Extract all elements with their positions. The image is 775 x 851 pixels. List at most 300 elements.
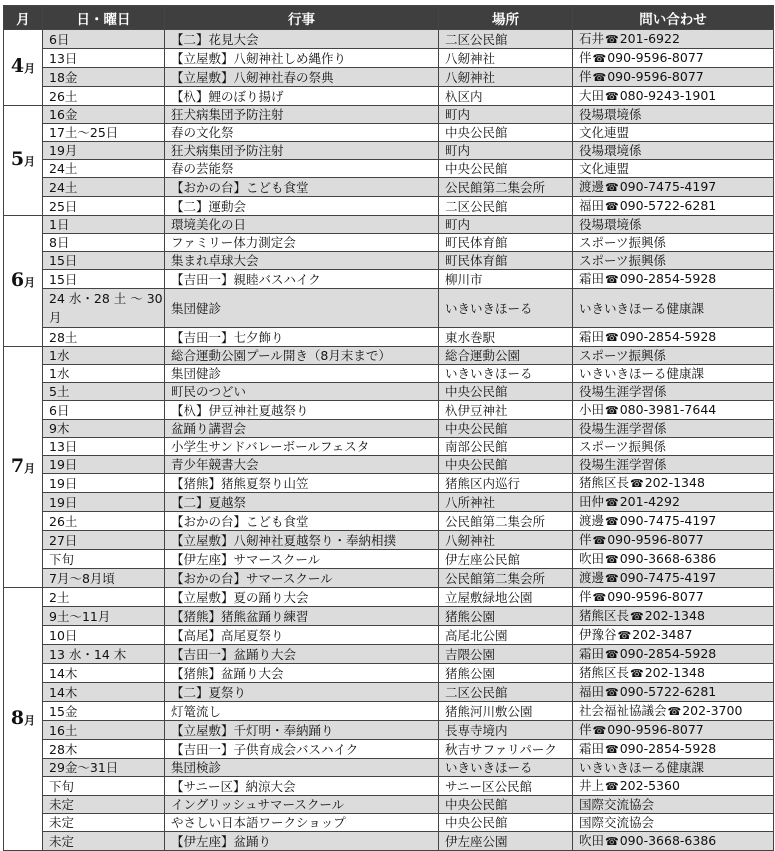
table-row xyxy=(4,106,774,124)
month-cell xyxy=(4,30,43,106)
place-cell: 猪熊公園 xyxy=(439,607,573,626)
contact-cell xyxy=(573,777,774,796)
table-row xyxy=(4,252,774,270)
contact-name: 渡邊 xyxy=(579,513,605,528)
contact-name: いきいきほーる健康課 xyxy=(579,760,705,775)
table-row xyxy=(4,124,774,142)
contact-phone: 090-3668-6386 xyxy=(619,833,717,848)
event-cell: 【高尾】高尾夏祭り xyxy=(165,626,439,645)
contact-name: 猪熊区長 xyxy=(579,608,630,623)
contact-name: 役場環境係 xyxy=(579,217,642,232)
date-cell: 28木 xyxy=(43,740,165,759)
table-row xyxy=(4,49,774,68)
event-cell: 【立屋敷】八剱神社しめ縄作り xyxy=(165,49,439,68)
contact-name: 渡邊 xyxy=(579,179,605,194)
contact-cell xyxy=(573,197,774,216)
month-cell xyxy=(4,588,43,851)
contact-cell xyxy=(573,124,774,142)
contact-name: 井上 xyxy=(579,778,605,793)
contact-phone: 080-3981-7644 xyxy=(619,402,717,417)
place-cell: 二区公民館 xyxy=(439,683,573,702)
contact-name: スポーツ振興係 xyxy=(579,235,667,250)
date-cell: 1水 xyxy=(43,365,165,383)
event-cell: 小学生サンドバレーボールフェスタ xyxy=(165,438,439,456)
month-cell xyxy=(4,216,43,347)
contact-cell xyxy=(573,664,774,683)
table-row xyxy=(4,438,774,456)
contact-name: 霜田 xyxy=(579,741,605,756)
month-number: 4 xyxy=(10,55,25,77)
header-month: 月 xyxy=(4,6,43,30)
event-cell: ファミリー体力測定会 xyxy=(165,234,439,252)
contact-phone: 090-9596-8077 xyxy=(607,722,704,737)
phone-icon: ☎ xyxy=(605,33,619,46)
date-cell: 下旬 xyxy=(43,550,165,569)
phone-icon: ☎ xyxy=(605,331,619,344)
date-cell: 10日 xyxy=(43,626,165,645)
table-row xyxy=(4,474,774,493)
date-cell: 24土 xyxy=(43,178,165,197)
phone-icon: ☎ xyxy=(667,705,682,718)
contact-cell xyxy=(573,683,774,702)
contact-name: 伴 xyxy=(579,50,592,65)
contact-cell xyxy=(573,550,774,569)
table-row xyxy=(4,270,774,289)
contact-cell xyxy=(573,493,774,512)
table-row xyxy=(4,328,774,347)
event-cell: 【二】花見大会 xyxy=(165,30,439,49)
month-unit: 月 xyxy=(24,461,36,475)
event-cell: 春の芸能祭 xyxy=(165,160,439,178)
table-row xyxy=(4,702,774,721)
phone-icon: ☎ xyxy=(605,515,619,528)
table-row xyxy=(4,607,774,626)
contact-phone: 090-2854-5928 xyxy=(619,741,717,756)
table-row xyxy=(4,588,774,607)
contact-name: 伴 xyxy=(579,722,592,737)
phone-icon: ☎ xyxy=(630,667,644,680)
date-cell: 26土 xyxy=(43,87,165,106)
contact-name: 猪熊区長 xyxy=(579,665,630,680)
phone-icon: ☎ xyxy=(592,534,607,547)
table-row xyxy=(4,683,774,702)
table-row xyxy=(4,493,774,512)
place-cell: いきいきほーる xyxy=(439,759,573,777)
date-cell: 15日 xyxy=(43,252,165,270)
table-row xyxy=(4,777,774,796)
contact-name: 田仲 xyxy=(579,494,605,509)
phone-icon: ☎ xyxy=(630,477,644,490)
month-number: 6 xyxy=(10,268,25,291)
event-cell: 【立屋敷】八剱神社夏越祭り・奉納相撲 xyxy=(165,531,439,550)
place-cell: 八剱神社 xyxy=(439,49,573,68)
phone-icon: ☎ xyxy=(605,743,619,756)
month-unit: 月 xyxy=(24,275,36,289)
header-row xyxy=(4,6,774,30)
table-row xyxy=(4,645,774,664)
contact-name: 猪熊区長 xyxy=(579,475,630,490)
place-cell: 八剱神社 xyxy=(439,531,573,550)
event-cell: 総合運動公園プール開き（8月末まで） xyxy=(165,347,439,365)
date-cell: 13日 xyxy=(43,49,165,68)
place-cell: 二区公民館 xyxy=(439,30,573,49)
phone-icon: ☎ xyxy=(592,71,607,84)
date-cell: 24 水・28 土 ～ 30月 xyxy=(43,289,165,328)
place-cell: 中央公民館 xyxy=(439,160,573,178)
date-cell: 27日 xyxy=(43,531,165,550)
place-cell: 猪熊公園 xyxy=(439,664,573,683)
table-row xyxy=(4,160,774,178)
place-cell: 中央公民館 xyxy=(439,796,573,814)
place-cell: 公民館第二集会所 xyxy=(439,512,573,531)
contact-name: 福田 xyxy=(579,198,605,213)
contact-phone: 090-2854-5928 xyxy=(619,646,717,661)
contact-cell xyxy=(573,474,774,493)
event-cell: 【吉田一】七夕飾り xyxy=(165,328,439,347)
table-row xyxy=(4,30,774,49)
contact-phone: 202-3700 xyxy=(682,703,743,718)
month-cell xyxy=(4,106,43,216)
table-body xyxy=(4,30,774,851)
event-cell: イングリッシュサマースクール xyxy=(165,796,439,814)
contact-name: 霜田 xyxy=(579,271,605,286)
contact-cell xyxy=(573,645,774,664)
phone-icon: ☎ xyxy=(605,181,619,194)
event-cell: 【おかの台】こども食堂 xyxy=(165,512,439,531)
contact-cell xyxy=(573,438,774,456)
header-place: 場所 xyxy=(439,6,573,30)
place-cell: 杁区内 xyxy=(439,87,573,106)
place-cell: 町内 xyxy=(439,106,573,124)
place-cell: 吉隈公園 xyxy=(439,645,573,664)
contact-phone: 202-3487 xyxy=(632,627,693,642)
date-cell: 19月 xyxy=(43,142,165,160)
date-cell: 28土 xyxy=(43,328,165,347)
contact-phone: 090-7475-4197 xyxy=(619,570,717,585)
date-cell: 9木 xyxy=(43,420,165,438)
contact-cell xyxy=(573,289,774,328)
event-cell: 【杁】鯉のぼり揚げ xyxy=(165,87,439,106)
event-cell: 【サニー区】納涼大会 xyxy=(165,777,439,796)
contact-name: 霜田 xyxy=(579,329,605,344)
contact-cell xyxy=(573,832,774,851)
contact-name: 文化連盟 xyxy=(579,125,630,140)
date-cell: 7月～8月頃 xyxy=(43,569,165,588)
table-row xyxy=(4,626,774,645)
contact-cell xyxy=(573,160,774,178)
event-cell: 【猪熊】猪熊盆踊り練習 xyxy=(165,607,439,626)
table-row xyxy=(4,512,774,531)
date-cell: 19日 xyxy=(43,493,165,512)
table-row xyxy=(4,197,774,216)
event-cell: 集団健診 xyxy=(165,365,439,383)
table-row xyxy=(4,142,774,160)
contact-cell xyxy=(573,142,774,160)
event-cell: 【伊左座】サマースクール xyxy=(165,550,439,569)
phone-icon: ☎ xyxy=(605,572,619,585)
contact-cell xyxy=(573,796,774,814)
contact-name: 国際交流協会 xyxy=(579,815,655,830)
event-cell: 【立屋敷】八剱神社春の祭典 xyxy=(165,68,439,87)
place-cell: 中央公民館 xyxy=(439,814,573,832)
contact-name: 福田 xyxy=(579,684,605,699)
contact-cell xyxy=(573,512,774,531)
contact-name: いきいきほーる健康課 xyxy=(579,366,705,381)
contact-phone: 090-9596-8077 xyxy=(607,50,704,65)
month-number: 8 xyxy=(10,706,25,729)
contact-cell xyxy=(573,178,774,197)
contact-name: 伊豫谷 xyxy=(579,627,617,642)
place-cell: 猪熊河川敷公園 xyxy=(439,702,573,721)
date-cell: 24土 xyxy=(43,160,165,178)
place-cell: 柳川市 xyxy=(439,270,573,289)
contact-name: 霜田 xyxy=(579,646,605,661)
event-cell: 環境美化の日 xyxy=(165,216,439,234)
date-cell: 18金 xyxy=(43,68,165,87)
event-cell: 【立屋敷】千灯明・奉納踊り xyxy=(165,721,439,740)
contact-name: 役場生涯学習係 xyxy=(579,457,667,472)
contact-cell xyxy=(573,106,774,124)
date-cell: 13日 xyxy=(43,438,165,456)
date-cell: 1水 xyxy=(43,347,165,365)
phone-icon: ☎ xyxy=(605,90,619,103)
table-row xyxy=(4,550,774,569)
contact-cell xyxy=(573,607,774,626)
contact-name: スポーツ振興係 xyxy=(579,253,667,268)
contact-cell xyxy=(573,569,774,588)
date-cell: 19日 xyxy=(43,474,165,493)
date-cell: 13 水・14 木 xyxy=(43,645,165,664)
place-cell: 杁伊豆神社 xyxy=(439,401,573,420)
phone-icon: ☎ xyxy=(605,553,619,566)
event-cell: 【二】夏越祭 xyxy=(165,493,439,512)
contact-phone: 202-5360 xyxy=(619,778,680,793)
date-cell: 15日 xyxy=(43,270,165,289)
table-row xyxy=(4,420,774,438)
contact-phone: 090-5722-6281 xyxy=(619,198,717,213)
date-cell: 8日 xyxy=(43,234,165,252)
event-cell: 【吉田一】親睦バスハイク xyxy=(165,270,439,289)
date-cell: 19日 xyxy=(43,456,165,474)
event-cell: 集まれ卓球大会 xyxy=(165,252,439,270)
date-cell: 16土 xyxy=(43,721,165,740)
date-cell: 16金 xyxy=(43,106,165,124)
place-cell: 伊左座公民館 xyxy=(439,550,573,569)
place-cell: 総合運動公園 xyxy=(439,347,573,365)
header-event: 行事 xyxy=(165,6,439,30)
place-cell: 中央公民館 xyxy=(439,420,573,438)
event-cell: 集団検診 xyxy=(165,759,439,777)
date-cell: 5土 xyxy=(43,383,165,401)
phone-icon: ☎ xyxy=(592,724,607,737)
event-cell: 集団健診 xyxy=(165,289,439,328)
table-row xyxy=(4,289,774,328)
month-number: 5 xyxy=(10,148,25,170)
date-cell: 6日 xyxy=(43,30,165,49)
date-cell: 2土 xyxy=(43,588,165,607)
event-cell: 春の文化祭 xyxy=(165,124,439,142)
contact-phone: 201-6922 xyxy=(619,31,680,46)
contact-cell xyxy=(573,383,774,401)
place-cell: いきいきほーる xyxy=(439,289,573,328)
contact-phone: 202-1348 xyxy=(644,665,705,680)
contact-name: 渡邊 xyxy=(579,570,605,585)
table-row xyxy=(4,216,774,234)
contact-cell xyxy=(573,234,774,252)
contact-cell xyxy=(573,740,774,759)
date-cell: 17土～25日 xyxy=(43,124,165,142)
contact-name: 大田 xyxy=(579,88,605,103)
table-row xyxy=(4,87,774,106)
contact-phone: 090-9596-8077 xyxy=(607,589,704,604)
contact-cell xyxy=(573,252,774,270)
contact-phone: 090-7475-4197 xyxy=(619,179,717,194)
event-cell: 【吉田一】子供育成会バスハイク xyxy=(165,740,439,759)
events-table xyxy=(3,5,774,851)
header-contact: 問い合わせ xyxy=(573,6,774,30)
contact-phone: 201-4292 xyxy=(619,494,680,509)
phone-icon: ☎ xyxy=(605,200,619,213)
place-cell: 中央公民館 xyxy=(439,456,573,474)
event-cell: 【吉田一】盆踊り大会 xyxy=(165,645,439,664)
contact-cell xyxy=(573,68,774,87)
place-cell: 町民体育館 xyxy=(439,252,573,270)
phone-icon: ☎ xyxy=(605,496,619,509)
contact-phone: 090-2854-5928 xyxy=(619,329,717,344)
table-row xyxy=(4,664,774,683)
contact-phone: 202-1348 xyxy=(644,475,705,490)
table-row xyxy=(4,383,774,401)
contact-phone: 090-9596-8077 xyxy=(607,532,704,547)
contact-name: 文化連盟 xyxy=(579,161,630,176)
place-cell: 公民館第二集会所 xyxy=(439,569,573,588)
contact-name: 役場生涯学習係 xyxy=(579,421,667,436)
contact-cell xyxy=(573,420,774,438)
event-cell: 【杁】伊豆神社夏越祭り xyxy=(165,401,439,420)
contact-name: 吹田 xyxy=(579,551,605,566)
place-cell: サニー区公民館 xyxy=(439,777,573,796)
contact-name: 伴 xyxy=(579,589,592,604)
place-cell: 町内 xyxy=(439,142,573,160)
date-cell: 15金 xyxy=(43,702,165,721)
date-cell: 14木 xyxy=(43,664,165,683)
table-row xyxy=(4,401,774,420)
event-cell: 盆踊り講習会 xyxy=(165,420,439,438)
contact-name: 小田 xyxy=(579,402,605,417)
table-row xyxy=(4,832,774,851)
contact-cell xyxy=(573,30,774,49)
table-row xyxy=(4,721,774,740)
contact-phone: 090-7475-4197 xyxy=(619,513,717,528)
table-row xyxy=(4,569,774,588)
event-cell: 青少年競書大会 xyxy=(165,456,439,474)
table-row xyxy=(4,796,774,814)
table-row xyxy=(4,178,774,197)
date-cell: 9土～11月 xyxy=(43,607,165,626)
contact-phone: 090-2854-5928 xyxy=(619,271,717,286)
phone-icon: ☎ xyxy=(605,648,619,661)
table-row xyxy=(4,759,774,777)
contact-name: スポーツ振興係 xyxy=(579,439,667,454)
event-cell: 【おかの台】こども食堂 xyxy=(165,178,439,197)
contact-phone: 090-5722-6281 xyxy=(619,684,717,699)
contact-name: 伴 xyxy=(579,69,592,84)
event-cell: 【二】夏祭り xyxy=(165,683,439,702)
contact-name: 役場環境係 xyxy=(579,107,642,122)
date-cell: 26土 xyxy=(43,512,165,531)
place-cell: いきいきほーる xyxy=(439,365,573,383)
place-cell: 八所神社 xyxy=(439,493,573,512)
contact-cell xyxy=(573,328,774,347)
contact-cell xyxy=(573,814,774,832)
phone-icon: ☎ xyxy=(605,835,619,848)
contact-name: 吹田 xyxy=(579,833,605,848)
place-cell: 中央公民館 xyxy=(439,124,573,142)
date-cell: 未定 xyxy=(43,832,165,851)
event-cell: 狂犬病集団予防注射 xyxy=(165,106,439,124)
place-cell: 町内 xyxy=(439,216,573,234)
contact-name: 社会福祉協議会 xyxy=(579,703,667,718)
contact-name: 国際交流協会 xyxy=(579,797,655,812)
month-cell xyxy=(4,347,43,588)
contact-name: 石井 xyxy=(579,31,605,46)
contact-phone: 080-9243-1901 xyxy=(619,88,717,103)
contact-cell xyxy=(573,216,774,234)
table-row xyxy=(4,740,774,759)
month-unit: 月 xyxy=(24,155,36,168)
contact-name: いきいきほーる健康課 xyxy=(579,300,705,316)
contact-name: スポーツ振興係 xyxy=(579,348,667,363)
date-cell: 未定 xyxy=(43,796,165,814)
event-cell: 【猪熊】盆踊り大会 xyxy=(165,664,439,683)
place-cell: 立屋敷緑地公園 xyxy=(439,588,573,607)
contact-cell xyxy=(573,347,774,365)
event-cell: 【猪熊】猪熊夏祭り山笠 xyxy=(165,474,439,493)
contact-phone: 202-1348 xyxy=(644,608,705,623)
event-cell: 町民のつどい xyxy=(165,383,439,401)
date-cell: 1日 xyxy=(43,216,165,234)
phone-icon: ☎ xyxy=(630,610,644,623)
contact-cell xyxy=(573,759,774,777)
date-cell: 未定 xyxy=(43,814,165,832)
contact-cell xyxy=(573,721,774,740)
contact-name: 伴 xyxy=(579,532,592,547)
date-cell: 14木 xyxy=(43,683,165,702)
header-date: 日・曜日 xyxy=(43,6,165,30)
month-number: 7 xyxy=(10,454,25,477)
contact-name: 役場生涯学習係 xyxy=(579,384,667,399)
table-row xyxy=(4,234,774,252)
contact-name: 役場環境係 xyxy=(579,143,642,158)
event-cell: 灯篭流し xyxy=(165,702,439,721)
place-cell: 中央公民館 xyxy=(439,383,573,401)
place-cell: 猪熊区内巡行 xyxy=(439,474,573,493)
contact-cell xyxy=(573,626,774,645)
contact-cell xyxy=(573,588,774,607)
contact-phone: 090-3668-6386 xyxy=(619,551,717,566)
phone-icon: ☎ xyxy=(592,591,607,604)
place-cell: 南部公民館 xyxy=(439,438,573,456)
contact-cell xyxy=(573,702,774,721)
phone-icon: ☎ xyxy=(617,629,632,642)
place-cell: 八剱神社 xyxy=(439,68,573,87)
place-cell: 高尾北公園 xyxy=(439,626,573,645)
contact-cell xyxy=(573,270,774,289)
date-cell: 6日 xyxy=(43,401,165,420)
phone-icon: ☎ xyxy=(605,404,619,417)
place-cell: 公民館第二集会所 xyxy=(439,178,573,197)
event-cell: 【立屋敷】夏の踊り大会 xyxy=(165,588,439,607)
